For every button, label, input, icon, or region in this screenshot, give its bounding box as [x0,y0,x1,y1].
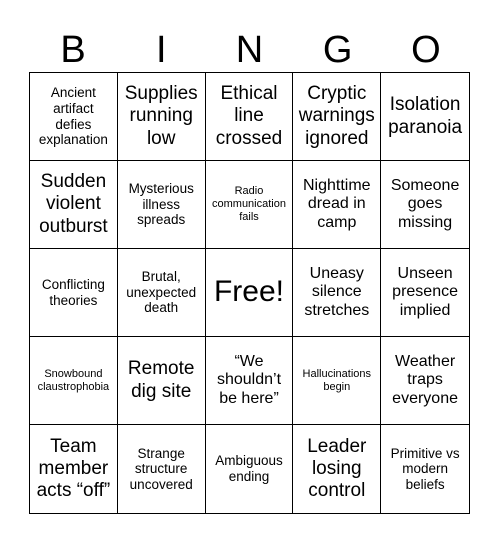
header-letter-g: G [322,29,353,71]
header-letter-n: N [235,29,264,71]
bingo-cell[interactable]: Team member acts “off” [30,425,118,513]
bingo-cell[interactable]: Leader losing control [293,425,381,513]
header-letter-i: I [156,29,167,71]
bingo-cell[interactable]: Strange structure uncovered [118,425,206,513]
bingo-cell[interactable]: Ancient artifact defies explanation [30,73,118,161]
bingo-cell[interactable]: Mysterious illness spreads [118,161,206,249]
bingo-cell[interactable]: Weather traps everyone [381,337,469,425]
header-letter-o: O [411,29,441,71]
bingo-cell[interactable]: Cryptic warnings ignored [293,73,381,161]
bingo-cell[interactable]: Isolation paranoia [381,73,469,161]
bingo-cell[interactable]: Ethical line crossed [206,73,294,161]
bingo-cell[interactable]: Uneasy silence stretches [293,249,381,337]
bingo-cell[interactable]: Conflicting theories [30,249,118,337]
bingo-cell[interactable]: “We shouldn’t be here” [206,337,294,425]
bingo-cell[interactable]: Nighttime dread in camp [293,161,381,249]
bingo-grid [29,72,470,514]
bingo-cell[interactable]: Someone goes missing [381,161,469,249]
bingo-cell[interactable]: Unseen presence implied [381,249,469,337]
bingo-cell[interactable]: Primitive vs modern beliefs [390,445,460,492]
bingo-cell[interactable]: Snowbound claustrophobia [30,337,118,425]
free-space-cell[interactable]: Free! [206,249,294,337]
bingo-cell[interactable]: Ambiguous ending [206,425,294,513]
bingo-cell[interactable]: Brutal, unexpected death [118,249,206,337]
bingo-cell[interactable]: Remote dig site [118,337,206,425]
bingo-header [29,28,470,72]
bingo-cell[interactable]: Sudden violent outburst [30,161,118,249]
bingo-cell[interactable]: Hallucinations begin [293,337,381,425]
bingo-cell[interactable]: Supplies running low [118,73,206,161]
bingo-cell[interactable]: Radio communication fails [206,161,294,249]
header-letter-b: B [60,29,86,71]
